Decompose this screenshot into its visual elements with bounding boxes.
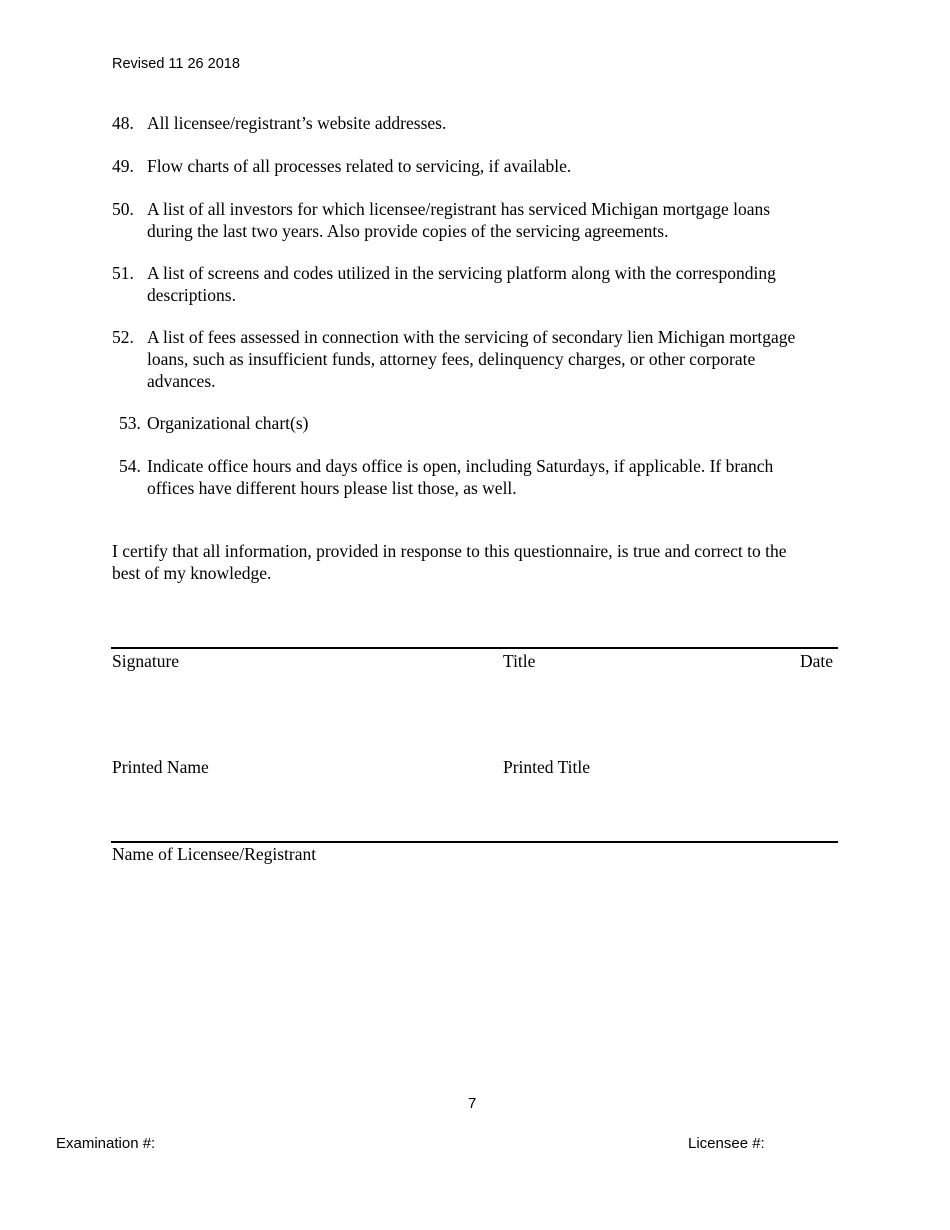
item-text-line: A list of all investors for which licensee/registrant has serviced Michigan mortgage loans bbox=[147, 199, 771, 219]
item-text: Organizational chart(s) bbox=[147, 413, 309, 433]
item-text-line: loans, such as insufficient funds, attorney fees, delinquency charges, or other corporate bbox=[147, 349, 756, 369]
item-text: All licensee/registrant’s website addresses. bbox=[147, 113, 447, 133]
item-number: 49. bbox=[112, 156, 134, 176]
list-item-54 bbox=[112, 455, 852, 499]
item-text-line: during the last two years. Also provide copies of the servicing agreements. bbox=[147, 221, 669, 241]
certification-line: best of my knowledge. bbox=[112, 563, 272, 583]
printed-title-label: Printed Title bbox=[503, 757, 591, 777]
item-number: 50. bbox=[112, 199, 134, 219]
examination-number-label: Examination #: bbox=[56, 1135, 156, 1152]
licensee-number-label: Licensee #: bbox=[688, 1135, 765, 1152]
item-text-line: advances. bbox=[147, 371, 216, 391]
item-number: 51. bbox=[112, 263, 134, 283]
page-number: 7 bbox=[468, 1095, 477, 1112]
signature-line[interactable] bbox=[111, 647, 838, 649]
item-text-line: A list of fees assessed in connection with the servicing of secondary lien Michigan mortgage bbox=[147, 327, 796, 347]
list-item-49 bbox=[112, 155, 852, 177]
item-text: Flow charts of all processes related to servicing, if available. bbox=[147, 156, 572, 176]
list-item-51 bbox=[112, 262, 852, 306]
item-number: 53. bbox=[119, 413, 141, 433]
item-number: 48. bbox=[112, 113, 134, 133]
list-item-52 bbox=[112, 326, 852, 392]
list-item-50 bbox=[112, 198, 852, 242]
item-text-line: descriptions. bbox=[147, 285, 236, 305]
certification-line: I certify that all information, provided in response to this questionnaire, is true and correct to the bbox=[112, 541, 787, 561]
item-text-line: offices have different hours please list those, as well. bbox=[147, 478, 517, 498]
date-label: Date bbox=[800, 651, 834, 671]
licensee-name-label: Name of Licensee/Registrant bbox=[112, 844, 317, 864]
list-item-48 bbox=[112, 112, 852, 134]
revised-date: Revised 11 26 2018 bbox=[112, 56, 240, 72]
signature-label: Signature bbox=[112, 651, 180, 671]
certification-statement bbox=[112, 540, 852, 584]
title-label: Title bbox=[503, 651, 536, 671]
item-text-line: A list of screens and codes utilized in the servicing platform along with the corresponding bbox=[147, 263, 776, 283]
item-text-line: Indicate office hours and days office is open, including Saturdays, if applicable. If branch bbox=[147, 456, 774, 476]
item-number: 52. bbox=[112, 327, 134, 347]
item-number: 54. bbox=[119, 456, 141, 476]
printed-name-label: Printed Name bbox=[112, 757, 209, 777]
list-item-53 bbox=[112, 412, 852, 434]
